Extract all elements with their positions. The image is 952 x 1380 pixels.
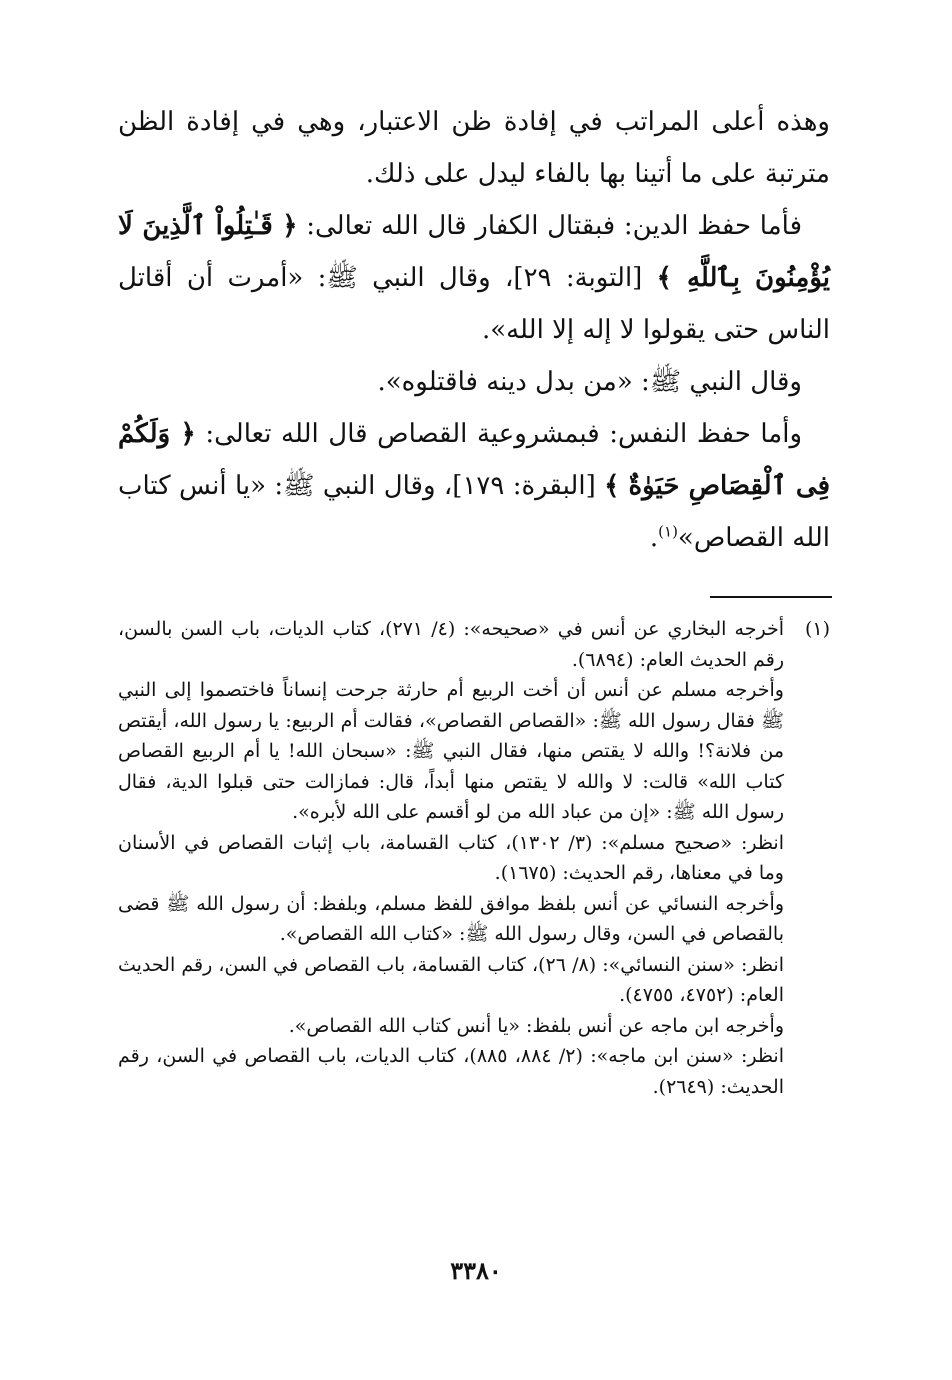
paragraph-2-intro: فأما حفظ الدين: فبقتال الكفار قال الله تعالى: xyxy=(306,211,802,241)
footnote-separator xyxy=(710,596,832,598)
footnote-paragraph: أخرجه البخاري عن أنس في «صحيحه»: (٤/ ٢٧١)، كتاب الديات، باب السن بالسن، رقم الحديث العام: (٦٨٩٤). xyxy=(118,618,784,671)
paragraph-1: وهذه أعلى المراتب في إفادة ظن الاعتبار، وهي في إفادة الظن مترتبة على ما أتينا بها بالفاء ليدل على ذلك. xyxy=(118,107,830,189)
footnote-paragraph: انظر: «سنن النسائي»: (٨/ ٢٦)، كتاب القسامة، باب القصاص في السن، رقم الحديث العام: (٤٧٥٢، ٤٧٥٥). xyxy=(118,953,784,1006)
page-number: ٣٣٨٠ xyxy=(450,1256,502,1285)
footnote-paragraph: انظر: «سنن ابن ماجه»: (٢/ ٨٨٤، ٨٨٥)، كتاب الديات، باب القصاص في السن، رقم الحديث: (٢٦٤٩). xyxy=(118,1045,784,1098)
paragraph-2-rest: [التوبة: ٢٩]، وقال النبي ﷺ: «أمرت أن أقاتل الناس حتى يقولوا لا إله إلا الله». xyxy=(118,263,830,345)
paragraph-4 xyxy=(118,408,830,564)
footnote-paragraph: وأخرجه مسلم عن أنس أن أخت الربيع أم حارثة جرحت إنساناً فاختصموا إلى النبي ﷺ فقال رسول الله ﷺ: «القصاص القصاص»، فقالت أم الربيع: يا رسول الله، أيقتص من فلانة؟! والله لا يقتص منها، فقال النبي ﷺ: «سبحان الله! يا أم الربيع القصاص كتاب الله» قالت: لا والله لا يقتص منها أبداً، قال: فمازالت حتى قبلوا الدية، فقال رسول الله ﷺ: «إن من عباد الله من لو أقسم على الله لأبره». xyxy=(118,679,784,823)
paragraph-4-intro: وأما حفظ النفس: فبمشروعية القصاص قال الله تعالى: xyxy=(205,419,803,449)
footnote-paragraph: انظر: «صحيح مسلم»: (٣/ ١٣٠٢)، كتاب القسامة، باب إثبات القصاص في الأسنان وما في معناها، رقم الحديث: (١٦٧٥). xyxy=(118,831,784,884)
paragraph-3: وقال النبي ﷺ: «من بدل دينه فاقتلوه». xyxy=(377,367,802,397)
footnotes xyxy=(118,614,830,1102)
paragraph-4-end: . xyxy=(649,523,659,553)
paragraph-4-rest: [البقرة: ١٧٩]، وقال النبي ﷺ: «يا أنس كتاب الله القصاص» xyxy=(118,471,830,553)
footnote-paragraph: وأخرجه النسائي عن أنس بلفظ موافق للفظ مسلم، وبلفظ: أن رسول الله ﷺ قضى بالقصاص في السن، وقال رسول الله ﷺ: «كتاب الله القصاص». xyxy=(118,892,784,945)
footnote-body xyxy=(118,614,784,1102)
footnote-1 xyxy=(118,614,830,1102)
footnote-number: (١) xyxy=(804,618,830,640)
footnote-reference[interactable]: (١) xyxy=(658,522,678,541)
main-text xyxy=(118,96,830,564)
paragraph-2 xyxy=(118,200,830,356)
quran-verse-baqarah: ﴿ وَلَكُمْ فِى ٱلْقِصَاصِ حَيَوٰةٌ ﴾ xyxy=(118,419,831,501)
footnote-paragraph: وأخرجه ابن ماجه عن أنس بلفظ: «يا أنس كتاب الله القصاص». xyxy=(288,1014,784,1037)
quran-verse-tawbah: ﴿ قَـٰتِلُواْ ٱلَّذِينَ لَا يُؤْمِنُونَ بِٱللَّهِ ﴾ xyxy=(118,211,830,293)
